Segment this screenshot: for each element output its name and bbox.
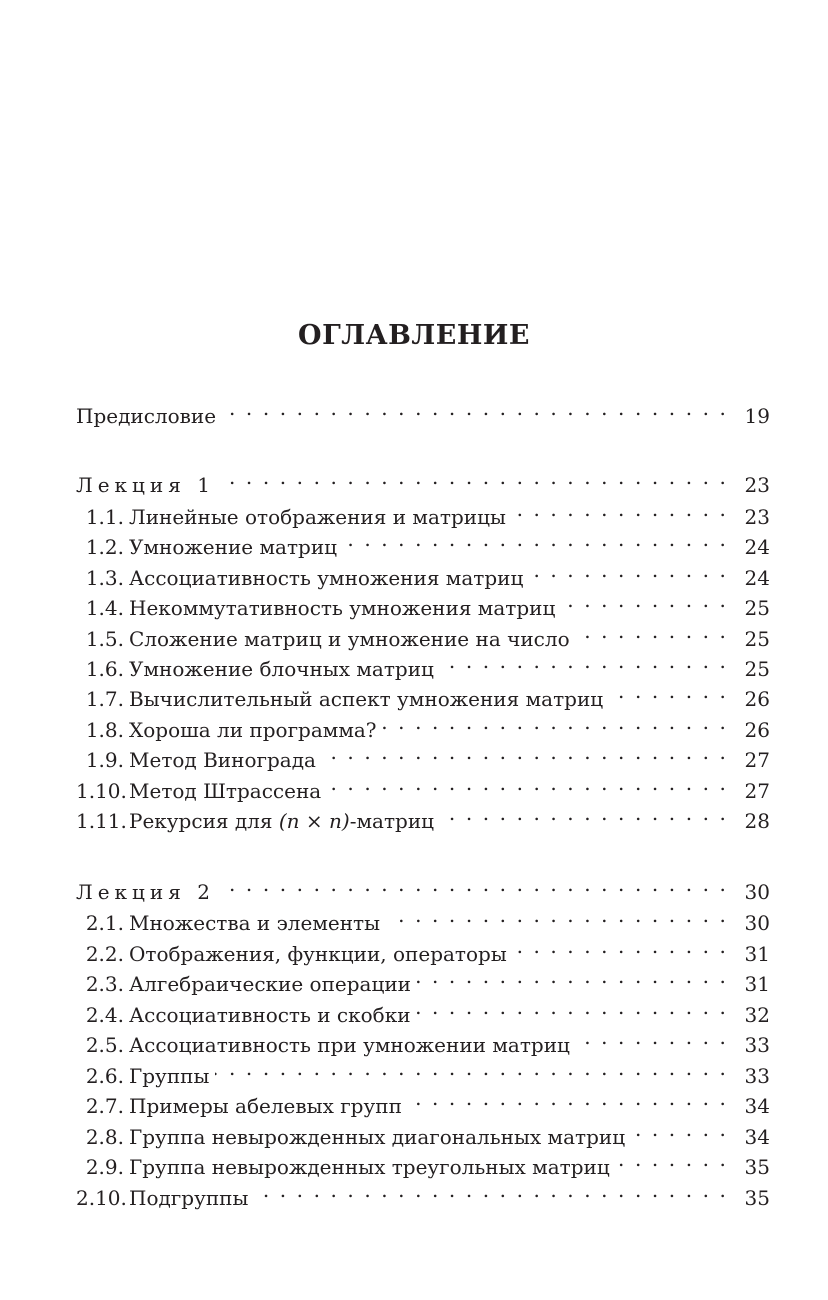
toc-entry-section[interactable] [76, 676, 770, 711]
section-number: 2.9. [85, 1155, 124, 1179]
toc-entry-label: Ассоциативность умножения матриц [129, 566, 524, 590]
toc-entry-page: 30 [744, 880, 770, 904]
toc-entry-label: Умножение блочных матриц [129, 657, 434, 681]
section-number: 2.7. [85, 1094, 124, 1118]
dot-leader [609, 676, 728, 706]
toc-entry-section[interactable] [76, 1114, 770, 1149]
toc-entry-section[interactable] [76, 646, 770, 681]
toc-entry-label: Метод Штрассена [129, 779, 322, 803]
toc-entry-label: Примеры абелевых групп [129, 1094, 402, 1118]
toc-entry-page: 26 [744, 718, 770, 742]
dot-leader [343, 524, 728, 554]
section-number: 1.8. [85, 718, 124, 742]
toc-entry-section[interactable] [76, 992, 770, 1027]
toc-entry-label: Алгебраические операции [129, 972, 412, 996]
toc-entry-label: Лекция 2 [76, 880, 215, 904]
toc-entry-label: Отображения, функции, операторы [129, 942, 507, 966]
dot-leader [383, 707, 728, 737]
toc-entry-page: 35 [744, 1186, 770, 1210]
dot-leader [513, 931, 728, 961]
section-number: 1.9. [85, 748, 124, 772]
dot-leader [222, 393, 728, 423]
toc-entry-page: 23 [744, 473, 770, 497]
dot-leader [221, 869, 728, 899]
label-text: -матриц [349, 809, 435, 833]
toc-entry-section[interactable] [76, 931, 770, 966]
toc-entry-label: Хороша ли программа? [129, 718, 377, 742]
toc-entry-label: Группа невырожденных диагональных матриц [129, 1125, 626, 1149]
toc-entry-section[interactable] [76, 585, 770, 620]
section-number: 2.4. [85, 1003, 124, 1027]
section-number: 2.2. [85, 942, 124, 966]
toc-entry-label: Ассоциативность и скобки [129, 1003, 411, 1027]
section-number: 2.10. [76, 1186, 127, 1210]
dot-leader [408, 1083, 728, 1113]
toc-entry-page: 33 [744, 1033, 770, 1057]
dot-leader [576, 1022, 728, 1052]
toc-entry-label: Вычислительный аспект умножения матриц [129, 687, 604, 711]
dot-leader [417, 961, 728, 991]
toc-entry-section[interactable] [76, 900, 770, 935]
section-number: 1.7. [85, 687, 124, 711]
toc-entry-page: 28 [744, 809, 770, 833]
toc-entry-page: 34 [744, 1125, 770, 1149]
toc-entry-page: 23 [744, 505, 770, 529]
toc-entry-page: 24 [744, 535, 770, 559]
section-number: 2.5. [85, 1033, 124, 1057]
toc-entry-label: Умножение матриц [129, 535, 338, 559]
toc-entry-page: 24 [744, 566, 770, 590]
toc-entry-page: 25 [744, 627, 770, 651]
toc-entry-label: Некоммутативность умножения матриц [129, 596, 556, 620]
section-number: 1.5. [85, 627, 124, 651]
toc-entry-section[interactable] [76, 524, 770, 559]
toc-entry-page: 27 [744, 779, 770, 803]
page-title: ОГЛАВЛЕНИЕ [298, 320, 530, 351]
dot-leader [440, 646, 728, 676]
dot-leader [440, 798, 728, 828]
toc-entry-section[interactable] [76, 768, 770, 803]
dot-leader [327, 768, 728, 798]
dot-leader [529, 555, 728, 585]
toc-entry-page: 19 [744, 404, 770, 428]
toc-entry-label: Группы [129, 1064, 210, 1088]
toc-entry-label [129, 806, 434, 836]
toc-entry-lecture-2[interactable] [76, 869, 770, 904]
section-number: 2.6. [85, 1064, 124, 1088]
dot-leader [215, 1053, 728, 1083]
toc-entry-page: 30 [744, 911, 770, 935]
toc-entry-preface[interactable] [76, 393, 770, 428]
dot-leader [322, 737, 728, 767]
toc-entry-page: 35 [744, 1155, 770, 1179]
section-number: 1.1. [85, 505, 124, 529]
dot-leader [221, 462, 728, 492]
toc-entry-section[interactable] [76, 494, 770, 529]
toc-entry-section[interactable] [76, 961, 770, 996]
toc-entry-section[interactable] [76, 737, 770, 772]
toc-entry-label: Группа невырожденных треугольных матриц [129, 1155, 610, 1179]
toc-entry-section[interactable] [76, 555, 770, 590]
toc-entry-label: Сложение матриц и умножение на число [129, 627, 570, 651]
toc-entry-label: Лекция 1 [76, 473, 215, 497]
dot-leader [254, 1175, 728, 1205]
toc-entry-page: 33 [744, 1064, 770, 1088]
section-number: 1.2. [85, 535, 124, 559]
toc-entry-label: Множества и элементы [129, 911, 381, 935]
toc-entry-label: Подгруппы [129, 1186, 249, 1210]
dot-leader [616, 1144, 728, 1174]
toc-entry-label: Ассоциативность при умножении матриц [129, 1033, 570, 1057]
toc-entry-page: 31 [744, 972, 770, 996]
dot-leader [561, 585, 728, 615]
label-text: Рекурсия для [129, 809, 279, 833]
toc-entry-section[interactable] [76, 616, 770, 651]
toc-entry-page: 32 [744, 1003, 770, 1027]
toc-entry-section[interactable] [76, 1022, 770, 1057]
toc-entry-page: 25 [744, 596, 770, 620]
toc-entry-page: 31 [744, 942, 770, 966]
section-number: 1.4. [85, 596, 124, 620]
section-number: 1.3. [85, 566, 124, 590]
dot-leader [576, 616, 728, 646]
toc-entry-page: 34 [744, 1094, 770, 1118]
section-number: 1.6. [85, 657, 124, 681]
toc-entry-section[interactable] [76, 707, 770, 742]
toc-entry-page: 27 [744, 748, 770, 772]
toc-entry-section[interactable] [76, 1083, 770, 1118]
toc-entry-page: 25 [744, 657, 770, 681]
section-number: 2.8. [85, 1125, 124, 1149]
section-number: 1.11. [76, 809, 127, 833]
math-expression: (n × n) [278, 809, 350, 833]
toc-entry-section[interactable] [76, 1053, 770, 1088]
dot-leader [512, 494, 728, 524]
dot-leader [631, 1114, 728, 1144]
toc-entry-label: Метод Винограда [129, 748, 316, 772]
dot-leader [417, 992, 728, 1022]
toc-entry-label: Линейные отображения и матрицы [129, 505, 506, 529]
section-number: 2.1. [85, 911, 124, 935]
dot-leader [386, 900, 728, 930]
toc-entry-page: 26 [744, 687, 770, 711]
section-number: 1.10. [76, 779, 127, 803]
toc-entry-section[interactable] [76, 1144, 770, 1179]
toc-entry-section[interactable] [76, 1175, 770, 1210]
toc-entry-lecture-1[interactable] [76, 462, 770, 497]
toc-entry-label: Предисловие [76, 404, 217, 428]
section-number: 2.3. [85, 972, 124, 996]
toc-entry-section[interactable] [76, 798, 770, 833]
